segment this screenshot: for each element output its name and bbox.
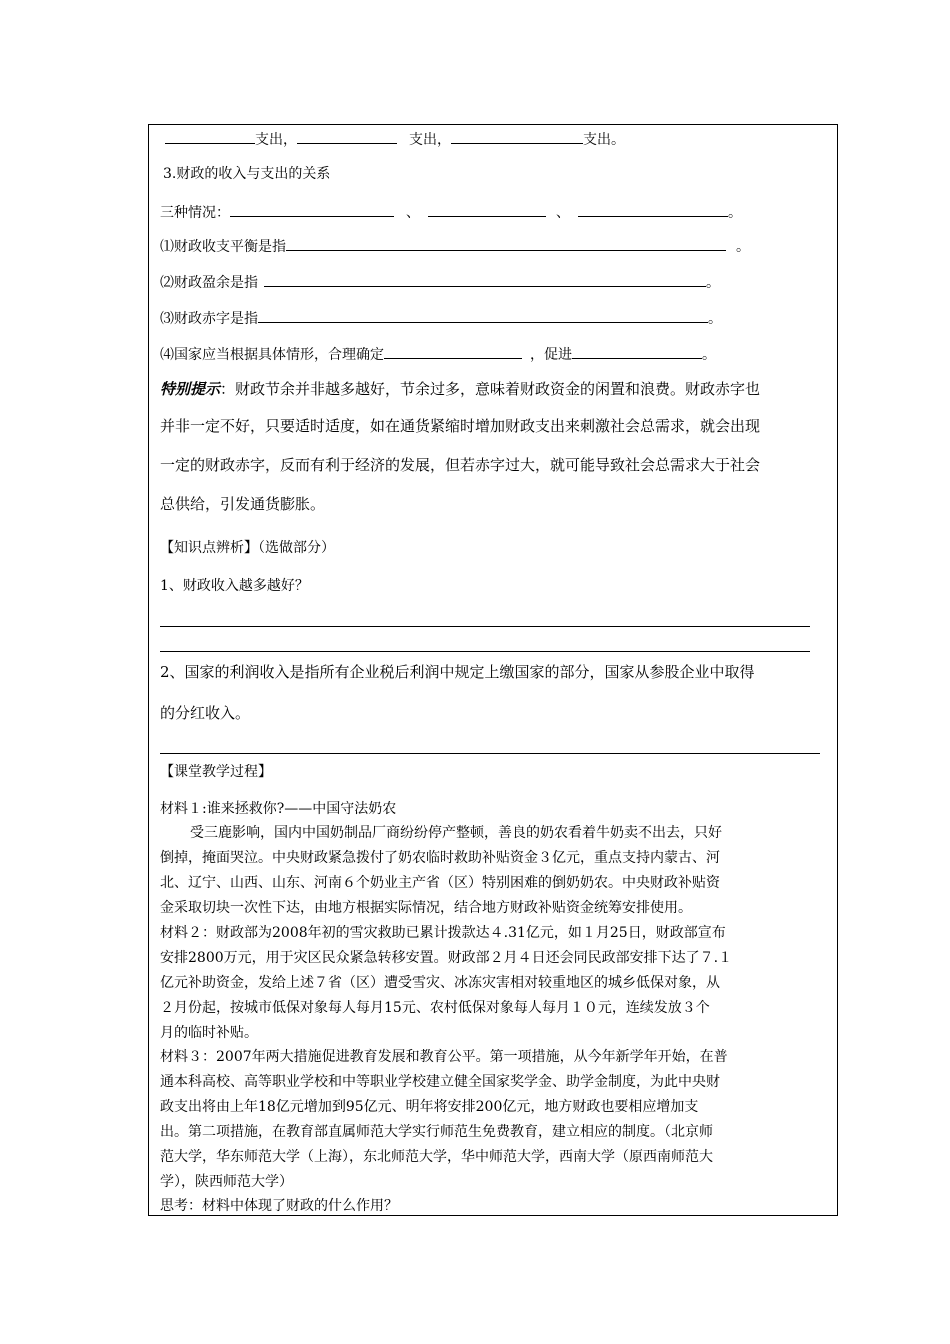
label: ⑴财政收支平衡是指 [160,239,286,255]
label: 。 [702,347,716,363]
material-3-line: 范大学，华东师范大学（上海），东北师范大学，华中师范大学，西南大学（原西南师范大 [160,1149,713,1165]
special-note-line-3: 一定的财政赤字，反而有利于经济的发展，但若赤字过大，就可能导致社会总需求大于社会 [160,456,761,474]
blank[interactable] [165,131,255,144]
material-1-line: 受三鹿影响，国内中国奶制品厂商纷纷停产整顿，善良的奶农看着牛奶卖不出去，只好 [190,825,722,841]
analysis-question-2-line-1: 2、国家的利润收入是指所有企业税后利润中规定上缴国家的部分，国家从参股企业中取得 [160,663,755,681]
answer-line[interactable] [160,626,810,627]
surplus-line [160,274,720,291]
three-cases-line [160,204,742,221]
answer-line[interactable] [160,651,810,652]
material-3-line: 学），陕西师范大学） [160,1174,293,1190]
balance-line [160,238,750,255]
label: ⑷国家应当根据具体情形，合理确定 [160,347,384,363]
analysis-question-2-line-2: 的分红收入。 [160,704,251,722]
blank[interactable] [451,131,583,144]
section-heading: 3.财政的收入与支出的关系 [163,166,331,182]
policy-line [160,346,716,363]
special-note-line-4: 总供给，引发通货膨胀。 [160,495,326,513]
label: ，促进 [530,347,572,363]
analysis-heading: 【知识点辨析】（选做部分） [160,540,335,556]
separator: 、 [556,205,570,221]
answer-line[interactable] [160,753,820,754]
analysis-question-1: 1、财政收入越多越好？ [160,578,309,594]
material-2-line: 安排2800万元，用于灾区民众紧急转移安置。财政部２月４日还会同民政部安排下达了７.１ [160,950,733,966]
blank[interactable] [578,204,728,217]
blank[interactable] [572,346,702,359]
label: 支出。 [583,132,625,148]
material-3-line: 政支出将由上年18亿元增加到95亿元、明年将安排200亿元，地方财政也要相应增加支 [160,1099,699,1115]
think-question: 思考：材料中体现了财政的什么作用？ [160,1198,398,1214]
material-1-line: 北、辽宁、山西、山东、河南６个奶业主产省（区）特别困难的倒奶奶农。中央财政补贴资 [160,875,720,891]
classroom-heading: 【课堂教学过程】 [160,764,272,780]
special-note-line-1 [160,381,760,397]
deficit-line [160,310,722,327]
material-1-line: 倒掉，掩面哭泣。中央财政紧急拨付了奶农临时救助补贴资金３亿元，重点支持内蒙古、河 [160,850,720,866]
label: 。 [728,205,742,221]
label: 。 [708,311,722,327]
label: 三种情况： [160,205,230,221]
special-note-label: 特别提示 [160,380,221,398]
material-2-line: 材料２：财政部为2008年初的雪灾救助已累计拨款达４.31亿元，如１月25日，财政部宣布 [160,925,726,941]
material-2-line: ２月份起，按城市低保对象每人每月15元、农村低保对象每人每月１０元，连续发放３个 [160,1000,710,1016]
material-1-title: 材料１:谁来拯救你?——中国守法奶农 [160,801,397,817]
blank[interactable] [230,204,394,217]
label: 支出， [255,132,297,148]
material-2-line: 月的临时补贴。 [160,1025,258,1041]
material-3-line: 出。第二项措施，在教育部直属师范大学实行师范生免费教育，建立相应的制度。（北京师 [160,1124,713,1140]
label: 。 [706,275,720,291]
material-2-line: 亿元补助资金，发给上述７省（区）遭受雪灾、冰冻灾害相对较重地区的城乡低保对象，从 [160,975,720,991]
special-note-line-2: 并非一定不好，只要适时适度，如在通货紧缩时增加财政支出来刺激社会总需求，就会出现 [160,417,761,435]
note-text: ：财政节余并非越多越好，节余过多，意味着财政资金的闲置和浪费。财政赤字也 [220,380,761,398]
separator: 、 [406,205,420,221]
label: ⑵财政盈余是指 [160,275,258,291]
material-1-line: 金采取切块一次性下达，由地方根据实际情况，结合地方财政补贴资金统筹安排使用。 [160,900,692,916]
blank[interactable] [258,310,708,323]
blank[interactable] [384,346,522,359]
label: 支出， [409,132,451,148]
blank[interactable] [264,274,706,287]
blank[interactable] [297,131,397,144]
material-3-line: 材料３：2007年两大措施促进教育发展和教育公平。第一项措施，从今年新学年开始，在普 [160,1049,728,1065]
label: ⑶财政赤字是指 [160,311,258,327]
material-3-line: 通本科高校、高等职业学校和中等职业学校建立健全国家奖学金、助学金制度，为此中央财 [160,1074,720,1090]
blank[interactable] [428,204,546,217]
blank[interactable] [286,238,726,251]
label: 。 [736,239,750,255]
expenditure-fill-line [165,131,625,148]
